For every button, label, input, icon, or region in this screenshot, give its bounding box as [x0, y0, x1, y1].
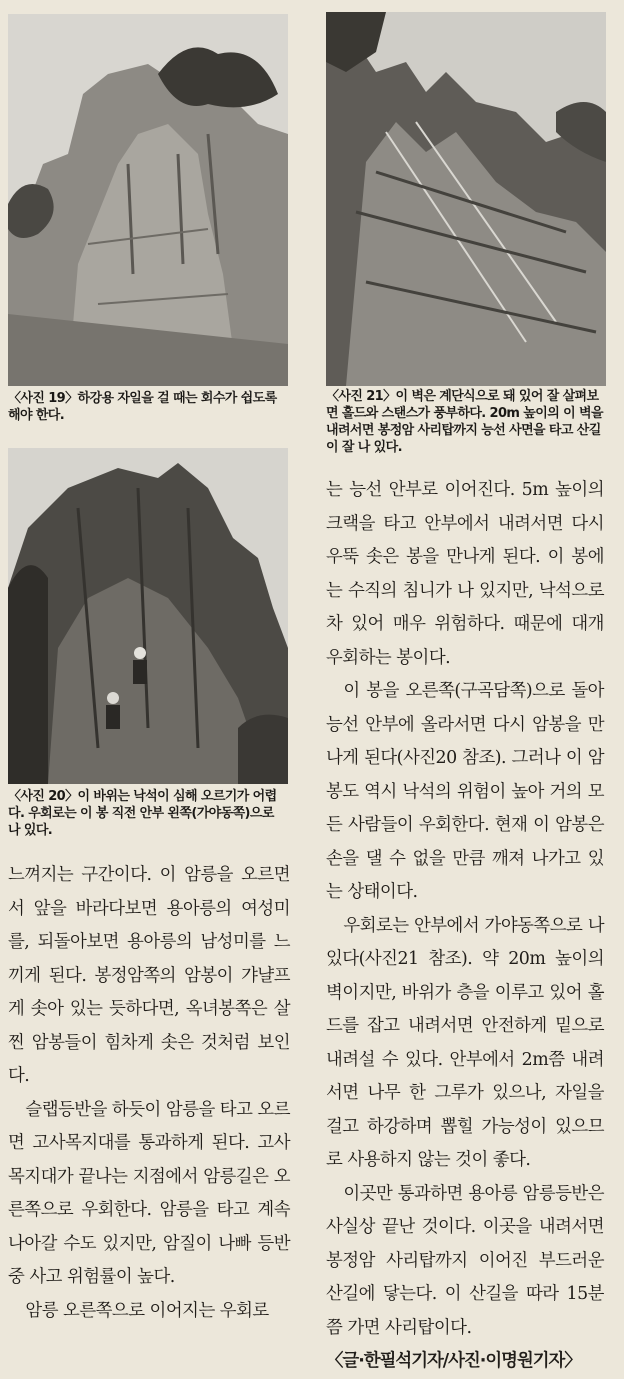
left-paragraph-2: 슬랩등반을 하듯이 암릉을 타고 오르면 고사목지대를 통과하게 된다. 고사목지대가 끝나는 지점에서 암릉길은 오른쪽으로 우회한다. 암릉을 타고 계속 나아갈 수도 있지만, 암질이 나빠 등반중 사고 위험률이 높다.: [8, 1099, 290, 1287]
photo-19-caption: 〈사진 19〉하강용 자일을 걸 때는 회수가 쉽도록 해야 한다.: [8, 391, 277, 423]
photo-21: [326, 12, 606, 386]
photo-21-caption: 〈사진 21〉이 벽은 계단식으로 돼 있어 잘 살펴보면 홀드와 스탠스가 풍부하다. 20m 높이의 이 벽을 내려서면 봉정암 사리탑까지 능선 사면을 타고 산길이 잘 나 있다.: [326, 389, 603, 455]
right-paragraph-2: 이 봉을 오른쪽(구곡담쪽)으로 돌아 능선 안부에 올라서면 다시 암봉을 만나게 된다(사진20 참조). 그러나 이 암봉도 역시 낙석의 위험이 높아 거의 모든 사람들이 우회한다. 현재 이 암봉은 손을 댈 수 없을 만큼 깨져 나가고 있는 상태이다.: [326, 681, 604, 902]
right-paragraph-1: 는 능선 안부로 이어진다. 5m 높이의 크랙을 타고 안부에서 내려서면 다시 우뚝 솟은 봉을 만나게 된다. 이 봉에는 수직의 침니가 나 있지만, 낙석으로 차 있어 매우 위험하다. 때문에 대개 우회하는 봉이다.: [326, 480, 604, 668]
photo-20: [8, 448, 288, 784]
right-column: [326, 474, 604, 1379]
right-paragraph-4: 이곳만 통과하면 용아릉 암릉등반은 사실상 끝난 것이다. 이곳을 내려서면 봉정암 사리탑까지 이어진 부드러운 산길에 닿는다. 이 산길을 따라 15분쯤 가면 사리탑이다.: [326, 1183, 604, 1338]
photo-19: [8, 14, 288, 386]
left-paragraph-1: 느껴지는 구간이다. 이 암릉을 오르면서 앞을 바라다보면 용아릉의 여성미를, 되돌아보면 용아릉의 남성미를 느끼게 된다. 봉정암쪽의 암봉이 갸냘프게 솟아 있는 듯하다면, 옥녀봉쪽은 살찐 암봉들이 힘차게 솟은 것처럼 보인다.: [8, 865, 290, 1086]
left-column: [8, 859, 290, 1328]
byline: 〈글·한필석기자/사진·이명원기자〉: [326, 1351, 581, 1371]
left-paragraph-3: 암릉 오른쪽으로 이어지는 우회로: [25, 1300, 269, 1321]
right-paragraph-3: 우회로는 안부에서 가야동쪽으로 나 있다(사진21 참조). 약 20m 높이의 벽이지만, 바위가 층을 이루고 있어 홀드를 잡고 내려서면 안전하게 밑으로 내려설 수 있다. 안부에서 2m쯤 내려서면 나무 한 그루가 있으나, 자일을 걸고 하강하며 뽑힐 가능성이 있으므로 사용하지 않는 것이 좋다.: [326, 915, 604, 1170]
photo-20-caption: 〈사진 20〉이 바위는 낙석이 심해 오르기가 어렵다. 우회로는 이 봉 직전 안부 왼쪽(가야동쪽)으로 나 있다.: [8, 789, 277, 838]
